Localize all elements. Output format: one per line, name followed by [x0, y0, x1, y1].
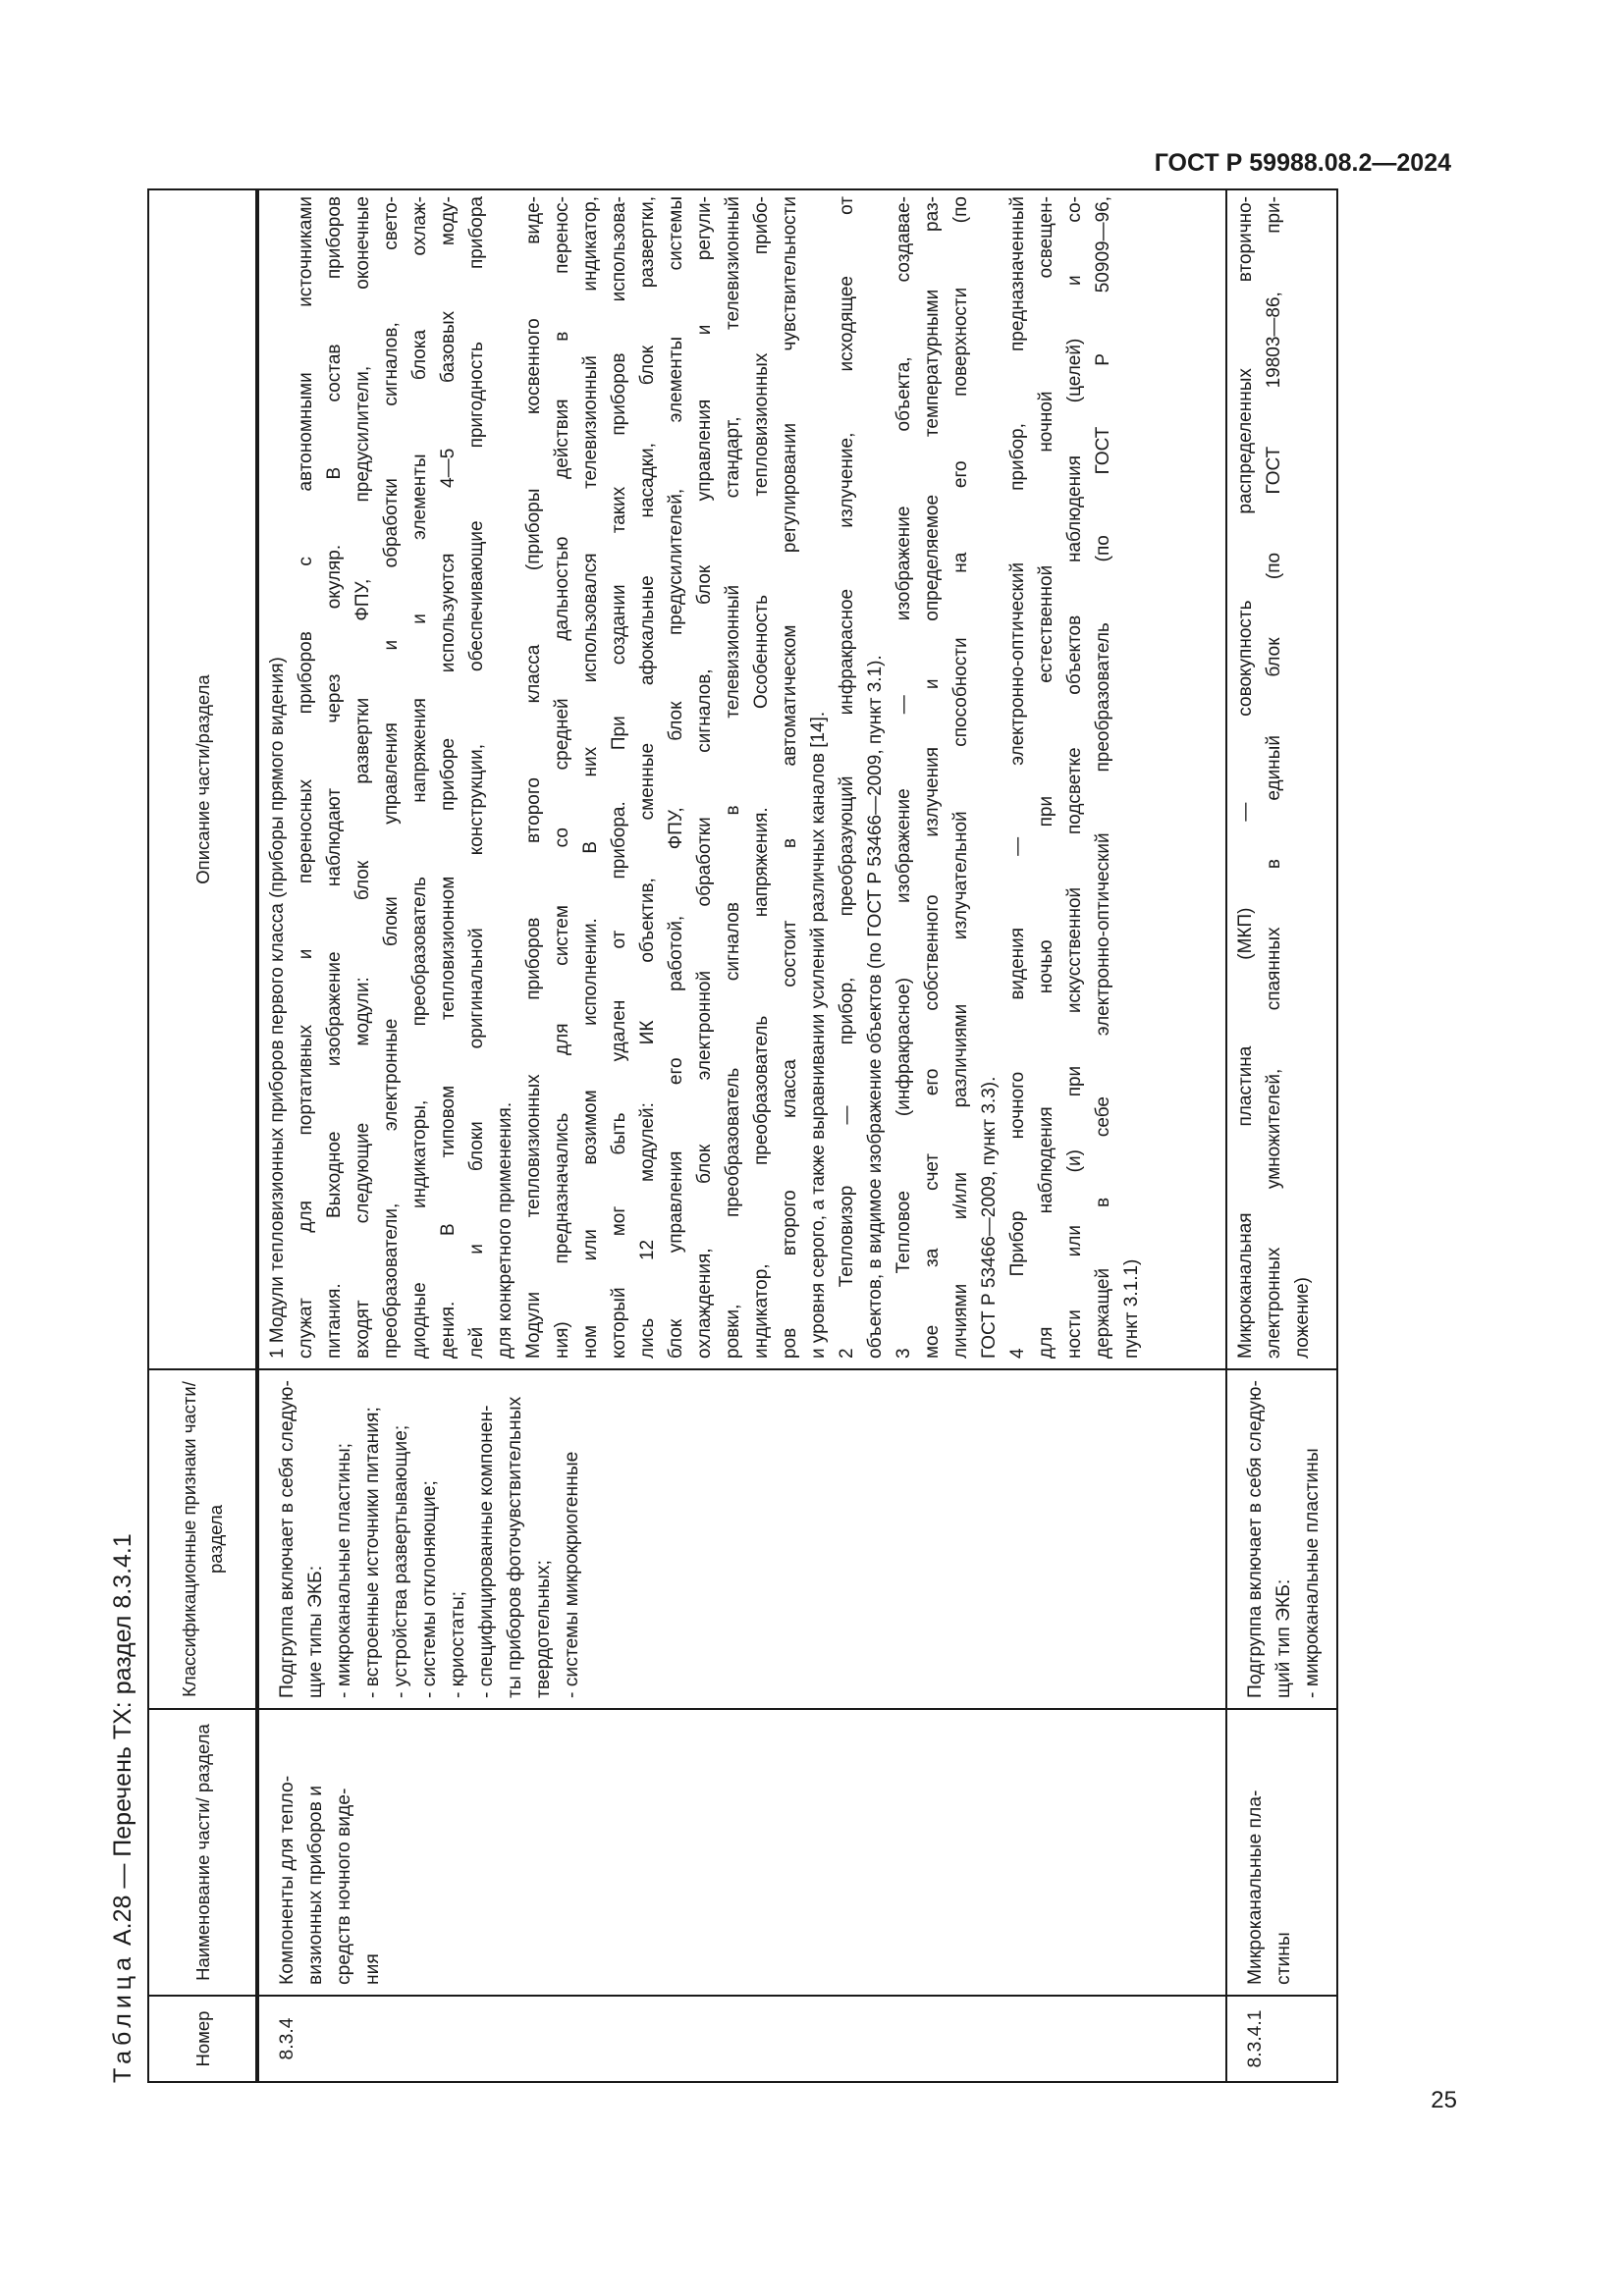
row-number: 8.3.4.1 [1226, 1996, 1337, 2082]
cell-text-line: диодные индикаторы, преобразователь напряжения и элементы блока охлаж- [409, 196, 430, 1359]
table-header-row [148, 189, 257, 2082]
cell-text-line: мое за счет его собственного излучения и определяемое температурными раз- [922, 196, 943, 1359]
cell-text-line: ГОСТ Р 53466—2009, пункт 3.3). [979, 1076, 1000, 1359]
cell-text-line: щий тип ЭКБ: [1273, 1578, 1294, 1698]
cell-text-line: Подгруппа включает в себя следую- [277, 1380, 298, 1698]
cell-text-line: - устройства развертывающие; [391, 1424, 411, 1698]
row-classification-cell [257, 1369, 1226, 1709]
cell-text-line: - системы отклоняющие; [419, 1480, 440, 1698]
cell-text-line: дения. В типовом тепловизионном приборе используются 4—5 базовых моду- [438, 196, 459, 1359]
cell-text-line: охлаждения, блок электронной обработки сигналов, блок управления и регули- [694, 196, 715, 1359]
cell-text-line: служат для портативных и переносных приборов с автономными источниками [296, 196, 316, 1359]
cell-text-line: ров второго класса состоит в автоматическом регулировании чувствительности [780, 196, 800, 1359]
cell-text-line: блок управления его работой, ФПУ, блок предусилителей, элементы системы [666, 196, 686, 1359]
table-caption [98, 190, 147, 2083]
cell-text-line: Микроканальная пластина (МКП) — совокупность распределенных вторично- [1235, 196, 1256, 1359]
cell-text-line: 1 Модули тепловизионных приборов первого класса (приборы прямого видения) [267, 657, 288, 1359]
cell-text-line: объектов, в видимое изображение объектов (по ГОСТ Р 53466—2009, пункт 3.1). [865, 655, 886, 1359]
document-code: ГОСТ Р 59988.08.2—2024 [1154, 149, 1451, 177]
cell-text-line: визионных приборов и [305, 1785, 326, 1985]
cell-text-line: Подгруппа включает в себя следую- [1245, 1380, 1266, 1698]
cell-text-line: - встроенные источники питания; [362, 1407, 383, 1698]
cell-text-line: и уровня серого, а также выравнивании усилений различных каналов [14]. [808, 711, 829, 1359]
cell-text-line: пункт 3.1.1) [1121, 1258, 1142, 1359]
cell-text-line: ности или (и) при искусственной подсветке объектов наблюдения (целей) и со- [1064, 196, 1085, 1359]
cell-text-line: ложение) [1292, 1277, 1313, 1359]
cell-text-line: для наблюдения ночью при естественной ночной освещен- [1036, 196, 1056, 1359]
cell-text-line: ты приборов фоточувствительных [505, 1396, 525, 1698]
page-number: 25 [1431, 2087, 1457, 2113]
table-caption-prefix: Таблица [109, 1951, 136, 2083]
cell-text-line: ния) предназначались для систем со средней дальностью действия в перенос- [552, 196, 572, 1359]
cell-text-line: держащей в себе электронно-оптический преобразователь (по ГОСТ Р 50909—96, [1093, 196, 1113, 1359]
cell-text-line: 4 Прибор ночного видения — электронно-оптический прибор, предназначенный [1007, 196, 1028, 1359]
cell-text-line: Модули тепловизионных приборов второго класса (приборы косвенного виде- [523, 196, 544, 1359]
row-number: 8.3.4 [257, 1996, 1226, 2082]
rotated-table-page [98, 190, 1323, 2083]
cell-text-line: Микроканальные пла- [1245, 1789, 1266, 1985]
cell-text-line: ном или возимом исполнении. В них использовался телевизионный индикатор, [580, 196, 601, 1359]
cell-text-line: стины [1273, 1932, 1294, 1985]
table-row [1226, 189, 1337, 2082]
cell-text-line: личиями и/или различиями излучательной способности на его поверхности (по [950, 196, 971, 1359]
table-row [257, 189, 1226, 2082]
row-classification-cell [1226, 1369, 1337, 1709]
cell-text-line: индикатор, преобразователь напряжения. Особенность тепловизионных прибо- [751, 196, 772, 1359]
cell-text-line: входят следующие модули: блок развертки ФПУ, предусилители, оконечные [352, 196, 373, 1359]
cell-text-line: лись 12 модулей: ИК объектив, сменные афокальные насадки, блок развертки, [637, 196, 658, 1359]
cell-text-line: питания. Выходное изображение наблюдают через окуляр. В состав приборов [324, 196, 345, 1359]
data-table [147, 188, 1338, 2083]
column-header-number: Номер [148, 1996, 257, 2082]
cell-text-line: лей и блоки оригинальной конструкции, обеспечивающие пригодность прибора [466, 196, 487, 1359]
column-header-name: Наименование части/ раздела [148, 1709, 257, 1996]
cell-text-line: электронных умножителей, спаянных в единый блок (по ГОСТ 19803—86, при- [1264, 196, 1284, 1359]
cell-text-line: твердотельных; [533, 1560, 554, 1698]
cell-text-line: щие типы ЭКБ: [305, 1565, 326, 1698]
row-description-cell [1226, 189, 1337, 1369]
column-header-classification: Классификационные признаки части/ раздела [148, 1369, 257, 1709]
cell-text-line: 2 Тепловизор — прибор, преобразующий инфракрасное излучение, исходящее от [837, 196, 857, 1359]
row-name-cell [257, 1709, 1226, 1996]
cell-text-line: который мог быть удален от прибора. При создании таких приборов использова- [609, 196, 629, 1359]
row-name-cell [1226, 1709, 1337, 1996]
table-caption-text: А.28 — Перечень ТХ: раздел 8.3.4.1 [109, 1533, 136, 1952]
cell-text-line: - микроканальные пластины; [334, 1442, 354, 1698]
cell-text-line: - специфицированные компонен- [476, 1405, 497, 1698]
cell-text-line: - микроканальные пластины [1302, 1448, 1323, 1698]
row-description-cell [257, 189, 1226, 1369]
cell-text-line: ровки, преобразователь сигналов в телевизионный стандарт, телевизионный [723, 196, 743, 1359]
cell-text-line: ния [362, 1953, 383, 1985]
cell-text-line: - криостаты; [448, 1590, 468, 1698]
cell-text-line: Компоненты для тепло- [277, 1775, 298, 1985]
cell-text-line: средств ночного виде- [334, 1788, 354, 1985]
cell-text-line: преобразователи, электронные блоки управления и обработки сигналов, свето- [381, 196, 402, 1359]
cell-text-line: - системы микрокриогенные [562, 1451, 582, 1698]
cell-text-line: 3 Тепловое (инфракрасное) изображение — изображение объекта, создавае- [893, 196, 914, 1359]
cell-text-line: для конкретного применения. [495, 1101, 515, 1359]
column-header-description: Описание части/раздела [148, 189, 257, 1369]
